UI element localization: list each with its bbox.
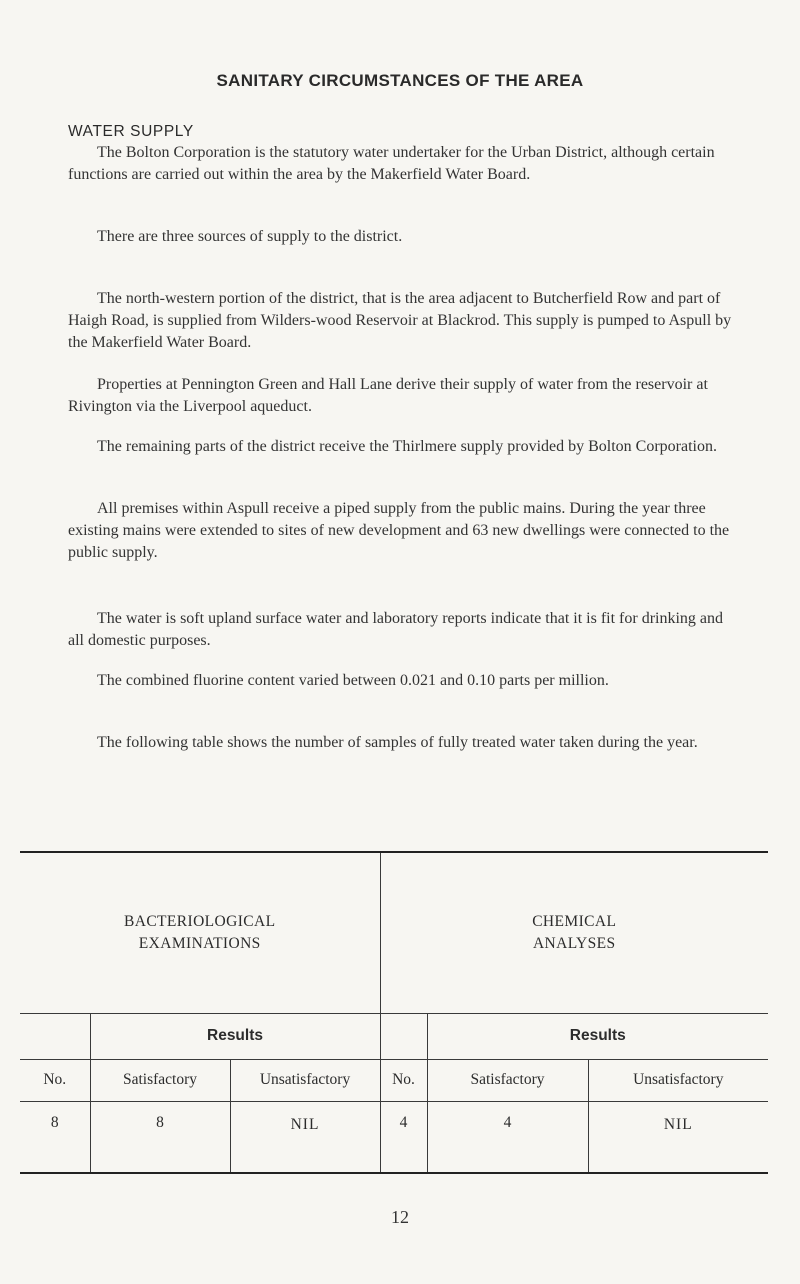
bacteriological-no-value: 8 bbox=[20, 1101, 90, 1173]
paragraph: The remaining parts of the district receive the Thirlmere supply provided by Bolton Corporation. bbox=[97, 438, 717, 455]
bacteriological-heading: BACTERIOLOGICAL EXAMINATIONS bbox=[20, 852, 380, 1013]
paragraph: All premises within Aspull receive a piped supply from the public mains. During the year three existing mains were extended to sites of new development and 63 new dwellings were connected to the public supply. bbox=[68, 500, 730, 561]
col-header-satisfactory: Satisfactory bbox=[90, 1059, 230, 1101]
empty-cell bbox=[380, 1013, 427, 1059]
paragraph: Properties at Pennington Green and Hall Lane derive their supply of water from the reservoir at Rivington via the Liverpool aqueduct. bbox=[68, 376, 708, 415]
chemical-results-label: Results bbox=[427, 1013, 768, 1059]
paragraph: The combined fluorine content varied between 0.021 and 0.10 parts per million. bbox=[97, 672, 609, 689]
paragraph: The north-western portion of the district, that is the area adjacent to Butcherfield Row and part of Haigh Road, is supplied from Wilders-wood Reservoir at Blackrod. This supply is pumped to Aspull by the Makerfield Water Board. bbox=[68, 290, 732, 351]
page-title: SANITARY CIRCUMSTANCES OF THE AREA bbox=[216, 71, 584, 90]
section-heading: WATER SUPPLY bbox=[68, 123, 194, 140]
chemical-unsatisfactory-value: NIL bbox=[588, 1101, 768, 1173]
col-header-unsatisfactory: Unsatisfactory bbox=[230, 1059, 380, 1101]
chemical-heading: CHEMICAL ANALYSES bbox=[380, 852, 768, 1013]
bacteriological-satisfactory-value: 8 bbox=[90, 1101, 230, 1173]
paragraph: The Bolton Corporation is the statutory water undertaker for the Urban District, although certain functions are carried out within the area by the Makerfield Water Board. bbox=[68, 144, 715, 183]
bacteriological-results-label: Results bbox=[90, 1013, 380, 1059]
paragraph: The water is soft upland surface water and laboratory reports indicate that it is fit for drinking and all domestic purposes. bbox=[68, 610, 724, 649]
water-samples-table bbox=[20, 851, 768, 1174]
empty-cell bbox=[20, 1013, 90, 1059]
col-header-unsatisfactory: Unsatisfactory bbox=[588, 1059, 768, 1101]
col-header-no: No. bbox=[380, 1059, 427, 1101]
chemical-satisfactory-value: 4 bbox=[427, 1101, 588, 1173]
page-number: 12 bbox=[391, 1207, 409, 1227]
chemical-no-value: 4 bbox=[380, 1101, 427, 1173]
paragraph: There are three sources of supply to the district. bbox=[97, 228, 403, 245]
col-header-satisfactory: Satisfactory bbox=[427, 1059, 588, 1101]
col-header-no: No. bbox=[20, 1059, 90, 1101]
paragraph: The following table shows the number of samples of fully treated water taken during the year. bbox=[97, 734, 698, 751]
bacteriological-unsatisfactory-value: NIL bbox=[230, 1101, 380, 1173]
